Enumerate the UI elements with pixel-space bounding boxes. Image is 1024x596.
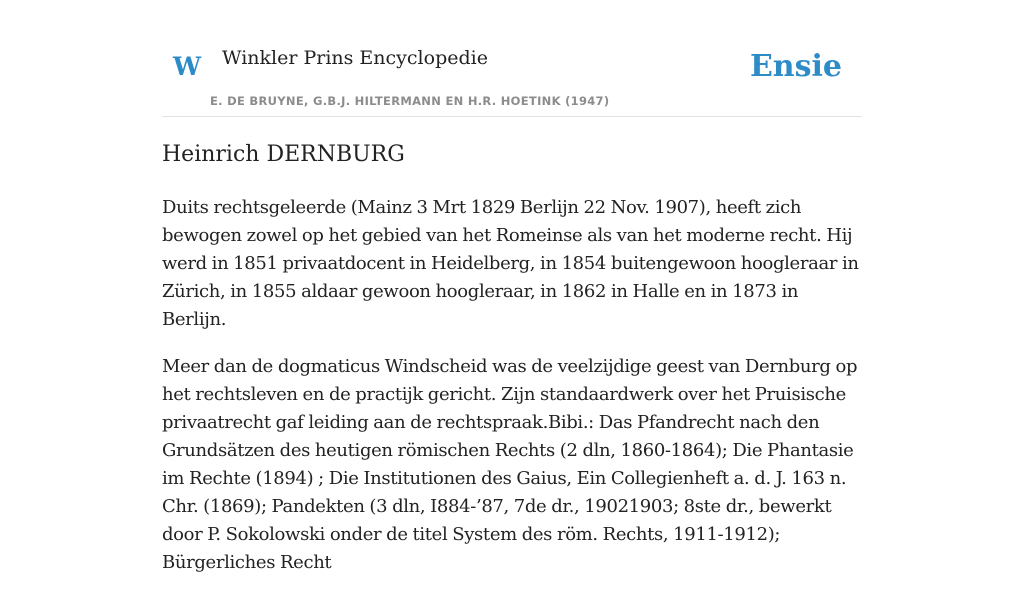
article-paragraph-1: Duits rechtsgeleerde (Mainz 3 Mrt 1829 Berlijn 22 Nov. 1907), heeft zich bewogen zowel op het gebied van het Romeinse als van het moderne recht. Hij werd in 1851 privaatdocent in Heidelberg, in 1854 buitengewoon hoogleraar in Zürich, in 1855 aldaar gewoon hoogleraar, in 1862 in Halle en in 1873 in Berlijn. (162, 197, 859, 330)
winkler-prins-logo[interactable]: W (173, 52, 202, 81)
article-title: Heinrich DERNBURG (162, 142, 405, 167)
source-authors: E. DE BRUYNE, G.B.J. HILTERMANN EN H.R. HOETINK (1947) (210, 94, 610, 108)
article (162, 140, 862, 596)
ensie-logo[interactable]: Ensie (749, 49, 842, 84)
article-paragraph-2: Meer dan de dogmaticus Windscheid was de veelzijdige geest van Dernburg op het rechtsleven en de practijk gericht. Zijn standaardwerk over het Pruisische privaatrecht gaf leiding aan de rechtspraak.Bibi.: Das Pfandrecht nach den Grundsätzen des heutigen römischen Rechts (2 dln, 1860-1864); Die Phantasie im Rechte (1894) ; Die Institutionen des Gaius, Ein Collegienheft a. d. J. 163 n. Chr. (1869); Pandekten (3 dln, I884-’87, 7de dr., 19021903; 8ste dr., bewerkt door P. Sokolowski onder de titel System des röm. Rechts, 1911-1912); Bürgerliches Recht (162, 356, 858, 573)
site-header (162, 0, 862, 117)
source-title[interactable]: Winkler Prins Encyclopedie (222, 47, 488, 69)
